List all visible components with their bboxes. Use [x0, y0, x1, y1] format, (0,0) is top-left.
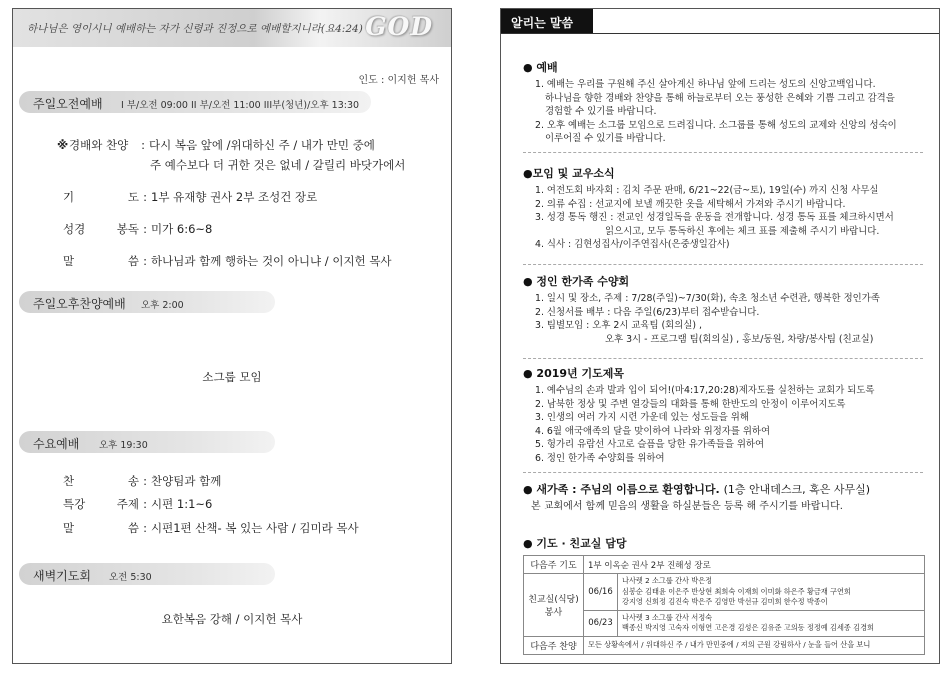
- row-label: 경배와 찬양: [69, 138, 129, 152]
- worship-order-panel: [12, 8, 452, 664]
- kitchen-members: 나사렛 2 소그룹 간사 박은정 심봉순 김태윤 이은주 반상현 최희숙 이재희 이미화 하은주 황금재 구연희 강지영 신희정 김진숙 박은주 김영만 박선규 김미희 한수정 박종이: [618, 574, 925, 611]
- list-item: 6. 정인 한가족 수양회를 위하여: [535, 452, 665, 464]
- list-item: 이루어질 수 있기를 바랍니다.: [545, 133, 666, 144]
- list-item: 경험할 수 있기를 바랍니다.: [545, 106, 657, 117]
- announcements-header: 알리는 말씀: [501, 9, 593, 33]
- list-item: 1. 예배는 우리를 구원해 주신 살아계신 하나님 앞에 드리는 성도의 신앙고백입니다.: [535, 79, 876, 90]
- section-title: ● 2019년 기도제목: [523, 367, 625, 380]
- section-wednesday: [19, 431, 275, 453]
- afternoon-content: 소그룹 모임: [202, 370, 262, 384]
- row-label: 특강 주제: [63, 497, 139, 511]
- row-value: 주 예수보다 더 귀한 것은 없네 / 갈릴리 바닷가에서: [150, 158, 406, 172]
- row-value: 하나님과 함께 행하는 것이 아니냐 / 이지헌 목사: [151, 254, 392, 268]
- list-item: 1. 예수님의 손과 발과 입이 되어!(마4:17,20:28)제자도를 실천하는 교회가 되도록: [535, 385, 875, 396]
- order-row-hymn: 찬 송 : 찬양팀과 함께: [63, 474, 222, 488]
- list-item: 읽으시고, 모두 통독하신 후에는 체크 표를 제출해 주시기 바랍니다.: [605, 225, 880, 237]
- section-time: 오전 5:30: [109, 572, 152, 583]
- kitchen-date: 06/23: [584, 610, 618, 636]
- row-value: 시편1편 산책- 복 있는 사람 / 김미라 목사: [151, 521, 359, 535]
- order-row-praise: ※경배와 찬양 : 다시 복음 앞에 /위대하신 주 / 내가 만민 중에: [57, 138, 375, 152]
- list-item: 4. 식사 : 김현성집사/이주연집사(은중생일감사): [535, 239, 730, 250]
- list-item: 2. 의류 수집 : 선교지에 보낼 깨끗한 옷을 세탁해서 가져와 주시기 바랍니다.: [535, 198, 846, 210]
- list-item: 오후 3시 - 프로그램 팀(회의실) , 홍보/동원, 차량/봉사팀 (친교실): [605, 333, 874, 345]
- section-title: 새벽기도회: [33, 569, 91, 583]
- duty-table: [523, 555, 925, 655]
- row-value: 1부 유재향 권사 2부 조성건 장로: [151, 190, 318, 204]
- table-row: [524, 574, 925, 611]
- dawn-content: 요한복음 강해 / 이지헌 목사: [161, 612, 303, 626]
- order-row-prayer: 기 도 : 1부 유재향 권사 2부 조성건 장로: [63, 190, 318, 204]
- announcements-panel: [500, 8, 940, 664]
- list-item: 3. 팀별모임 : 오후 2시 교육팀 (회의실) ,: [535, 320, 702, 331]
- section-retreat: [523, 273, 923, 359]
- next-praise-value: 모든 상황속에서 / 위대하신 주 / 내가 만민중에 / 져의 근원 강림하사 / 눈을 들어 산을 보니: [584, 636, 925, 654]
- section-time: 오후 19:30: [99, 440, 148, 451]
- list-item: 본 교회에서 함께 믿음의 생활을 하실분들은 등록 해 주시기를 바랍니다.: [531, 501, 843, 512]
- order-row-sermon: 말 씀 : 시편1편 산책- 복 있는 사람 / 김미라 목사: [63, 521, 359, 535]
- section-title: 주일오전예배: [33, 97, 103, 111]
- order-row-scripture: 성경 봉독 : 미가 6:6~8: [63, 222, 213, 236]
- table-row: [524, 556, 925, 574]
- worship-leader: 인도 : 이지헌 목사: [358, 75, 439, 86]
- row-value: 찬양팀과 함께: [151, 474, 222, 488]
- section-title: 주일오후찬양예배: [33, 297, 126, 311]
- row-label: 기 도: [63, 190, 139, 204]
- section-dawn: [19, 563, 275, 585]
- row-label: 말 씀: [63, 521, 139, 535]
- list-item: 3. 인생의 여러 가지 시련 가운데 있는 성도들을 위해: [535, 412, 749, 423]
- table-row: [524, 636, 925, 654]
- list-item: 3. 성경 통독 행진 : 전교인 성경일독을 운동을 전개합니다. 성경 통독 표를 체크하시면서: [535, 212, 894, 223]
- next-prayer-value: 1부 이옥순 권사 2부 진해성 장로: [584, 556, 925, 574]
- section-title: 수요예배: [33, 437, 80, 451]
- list-item: 1. 일시 및 장소, 주제 : 7/28(주일)~7/30(화), 속초 청소년 수련관, 행복한 정인가족: [535, 293, 880, 304]
- section-news: [523, 165, 923, 265]
- list-item: 1. 여전도회 바자회 : 김치 주문 판매, 6/21~22(금~토), 19일(수) 까지 신청 사무실: [535, 185, 879, 196]
- header-rule: [501, 33, 939, 34]
- list-item: 4. 6월 애국애족의 달을 맞이하여 나라와 위정자를 위하여: [535, 425, 771, 437]
- section-new-family: [523, 481, 923, 521]
- section-time: I 부/오전 09:00 II 부/오전 11:00 III부(청년)/오후 13:30: [121, 100, 360, 111]
- header-banner: [13, 9, 451, 47]
- next-prayer-label: 다음주 기도: [524, 556, 584, 574]
- section-title: ● 정인 한가족 수양회: [523, 275, 630, 288]
- kitchen-label: 친교실(식당) 봉사: [524, 574, 584, 637]
- note-mark: ※: [57, 138, 69, 152]
- order-row-lecture: 특강 주제 : 시편 1:1~6: [63, 497, 213, 511]
- row-value: 미가 6:6~8: [151, 222, 213, 236]
- section-title: ●모임 및 교우소식: [523, 167, 615, 180]
- list-item: 2. 신청서를 배부 : 다음 주일(6/23)부터 접수받습니다.: [535, 306, 760, 318]
- banner-verse: 하나님은 영이시니 예배하는 자가 신령과 진정으로 예배할지니라(요4:24): [27, 23, 363, 35]
- row-label: 찬 송: [63, 474, 139, 488]
- section-time: 오후 2:00: [141, 300, 184, 311]
- god-logo: GOD: [365, 12, 433, 41]
- list-item: 2. 남북한 정상 및 주변 열강들의 대화를 통해 한반도의 안정이 이루어지도록: [535, 398, 846, 410]
- list-item: 5. 헝가리 유람선 사고로 슬픔을 당한 유가족들을 위하여: [535, 439, 765, 450]
- section-worship: [523, 59, 923, 153]
- section-title-note: (1층 안내데스크, 혹은 사무실): [723, 483, 871, 496]
- duty-title: ● 기도 · 친교실 담당: [523, 537, 627, 550]
- section-sunday-morning: [19, 91, 371, 113]
- table-row: [524, 610, 925, 636]
- section-title: ● 새가족 : 주님의 이름으로 환영합니다. (1층 안내데스크, 혹은 사무실): [523, 483, 871, 496]
- kitchen-date: 06/16: [584, 574, 618, 611]
- row-label: 성경 봉독: [63, 222, 139, 236]
- list-item: 하나님을 향한 경배와 찬양을 통해 하늘로부터 오는 풍성한 은혜와 기쁨 그리고 감격을: [545, 92, 895, 104]
- section-sunday-afternoon: [19, 291, 275, 313]
- order-row-praise-cont: [150, 157, 405, 173]
- section-prayer-topics: [523, 365, 923, 473]
- row-value: 다시 복음 앞에 /위대하신 주 / 내가 만민 중에: [149, 138, 375, 152]
- row-label: 말 씀: [63, 254, 139, 268]
- section-title: ● 예배: [523, 61, 558, 74]
- kitchen-members: 나사렛 3 소그룹 간사 서정숙 백종신 박지영 고숙자 이형연 고은경 김성은 김유준 고의동 정정예 김세종 김경희: [618, 610, 925, 636]
- order-row-sermon: 말 씀 : 하나님과 함께 행하는 것이 아니냐 / 이지헌 목사: [63, 254, 392, 268]
- list-item: 2. 오후 예배는 소그룹 모임으로 드려집니다. 소그룹를 통해 성도의 교제와 신앙의 성숙이: [535, 119, 897, 131]
- row-value: 시편 1:1~6: [151, 497, 213, 511]
- next-praise-label: 다음주 찬양: [524, 636, 584, 654]
